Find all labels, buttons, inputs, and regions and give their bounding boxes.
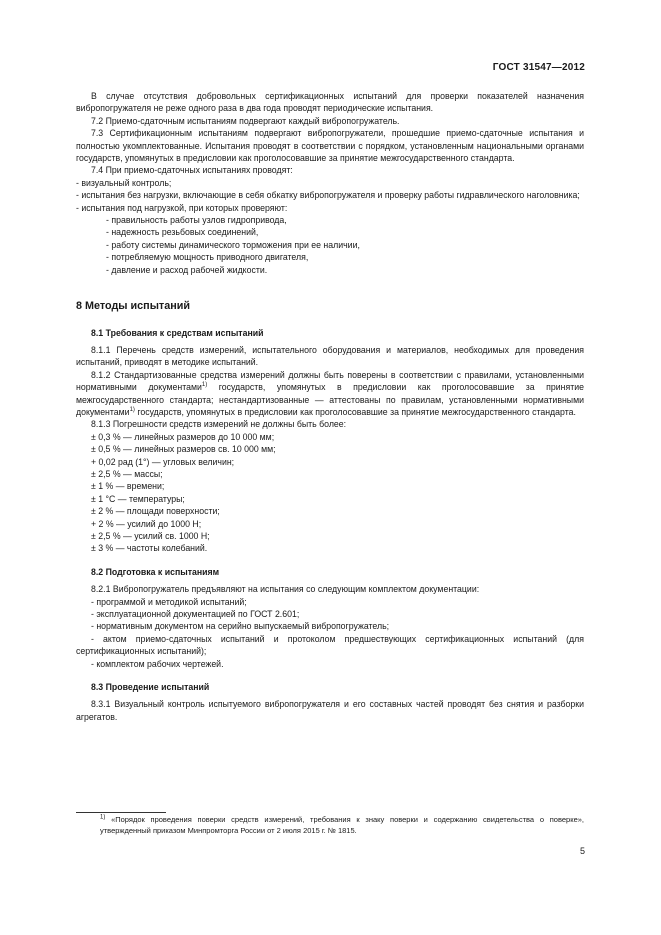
list-item: - программой и методикой испытаний; bbox=[91, 596, 247, 607]
list-item: - комплектом рабочих чертежей. bbox=[91, 658, 224, 669]
tolerance-item: + 0,02 рад (1°) — угловых величин; bbox=[91, 456, 235, 467]
sublist-item: - работу системы динамического торможения при ее наличии, bbox=[106, 239, 360, 250]
footnote bbox=[76, 812, 584, 836]
list-item: - испытания под нагрузкой, при которых проверяют: bbox=[76, 202, 288, 213]
paragraph: 7.4 При приемо-сдаточных испытаниях проводят: bbox=[91, 165, 293, 176]
text-span: государств, упомянутых в предисловии как проголосовавшие за принятие межгосударственного стандарта. bbox=[134, 406, 576, 417]
footnote-mark: 1) bbox=[100, 814, 106, 821]
list-item: - эксплуатационной документацией по ГОСТ 2.601; bbox=[91, 609, 300, 620]
tolerance-item: ± 1 % — времени; bbox=[91, 481, 165, 492]
footnote-ref: 1) bbox=[201, 382, 208, 389]
paragraph-8-1-2 bbox=[76, 369, 584, 419]
sublist-item: - надежность резьбовых соединений, bbox=[106, 227, 259, 238]
tolerance-item: ± 0,5 % — линейных размеров св. 10 000 мм; bbox=[91, 444, 276, 455]
sublist-item: - правильность работы узлов гидропривода, bbox=[106, 215, 287, 226]
paragraph: 7.2 Приемо-сдаточным испытаниям подвергают каждый вибропогружатель. bbox=[91, 115, 400, 126]
sublist-item: - давление и расход рабочей жидкости. bbox=[106, 264, 268, 275]
footnote-body: «Порядок проведения поверки средств измерений, требования к знаку поверки и содержанию свидетельства о поверке», утвержденный приказом Минпромторга России от 2 июля 2015 г. № 1815. bbox=[100, 815, 584, 835]
tolerance-item: + 2 % — усилий до 1000 Н; bbox=[91, 518, 202, 529]
tolerance-item: ± 0,3 % — линейных размеров до 10 000 мм; bbox=[91, 431, 275, 442]
tolerance-item: ± 2 % — площади поверхности; bbox=[91, 506, 220, 517]
section-title: 8 Методы испытаний bbox=[76, 300, 191, 313]
paragraph: 8.2.1 Вибропогружатель предъявляют на испытания со следующим комплектом документации: bbox=[91, 584, 480, 595]
tolerance-item: ± 2,5 % — массы; bbox=[91, 468, 163, 479]
text-span: 8.1.2 Стандартизованные средства измерений должны быть поверены в соответствии с правилами, установленными нормативными документами bbox=[76, 369, 584, 393]
document-header: ГОСТ 31547—2012 bbox=[492, 62, 585, 73]
subsection-title: 8.1 Требования к средствам испытаний bbox=[91, 327, 264, 338]
tolerance-item: ± 3 % — частоты колебаний. bbox=[91, 543, 208, 554]
subsection-title: 8.3 Проведение испытаний bbox=[91, 682, 210, 693]
tolerance-item: ± 1 °С — температуры; bbox=[91, 493, 185, 504]
list-item: - испытания без нагрузки, включающие в себя обкатку вибропогружателя и проверку работы гидравлического наголовника; bbox=[76, 190, 580, 201]
footnote-text bbox=[76, 815, 584, 836]
paragraph: 7.3 Сертификационным испытаниям подвергают вибропогружатели, прошедшие приемо-сдаточные испытания и полностью укомплектованные. Испытания проводят в соответствии с порядком, установленным национальными органами государств, упомянутых в предисловии как проголосовавшие за принятие межгосударственного стандарта. bbox=[76, 128, 584, 164]
footnote-rule bbox=[76, 812, 166, 813]
paragraph: 8.1.1 Перечень средств измерений, испытательного оборудования и материалов, необходимых для проведения испытаний, приводят в методике испытаний. bbox=[76, 344, 584, 368]
list-item: - нормативным документом на серийно выпускаемый вибропогружатель; bbox=[91, 621, 390, 632]
text-span: государств, упомянутых в предисловии как проголосовавшие за принятие межгосударственного стандарта; нестандартизованные — аттестованы по правилам, установленными нормативными документами bbox=[76, 382, 584, 417]
tolerance-item: ± 2,5 % — усилий св. 1000 Н; bbox=[91, 531, 210, 541]
footnote-ref: 1) bbox=[129, 407, 135, 414]
sublist-item: - потребляемую мощность приводного двигателя, bbox=[106, 252, 309, 263]
paragraph: В случае отсутствия добровольных сертификационных испытаний для проверки показателей назначения вибропогружателя не реже одного раза в два года проводят периодические испытания. bbox=[76, 91, 584, 114]
subsection-title: 8.2 Подготовка к испытаниям bbox=[91, 566, 220, 577]
paragraph: 8.3.1 Визуальный контроль испытуемого вибропогружателя и его составных частей проводят без снятия и разборки агрегатов. bbox=[76, 699, 584, 722]
list-item: - визуальный контроль; bbox=[76, 177, 172, 188]
list-item: - актом приемо-сдаточных испытаний и протоколом предшествующих сертификационных испытаний (для сертификационных испытаний); bbox=[76, 633, 584, 657]
page-content bbox=[76, 90, 584, 723]
paragraph: 8.1.3 Погрешности средств измерений не должны быть более: bbox=[91, 419, 347, 430]
page-number: 5 bbox=[579, 846, 585, 856]
